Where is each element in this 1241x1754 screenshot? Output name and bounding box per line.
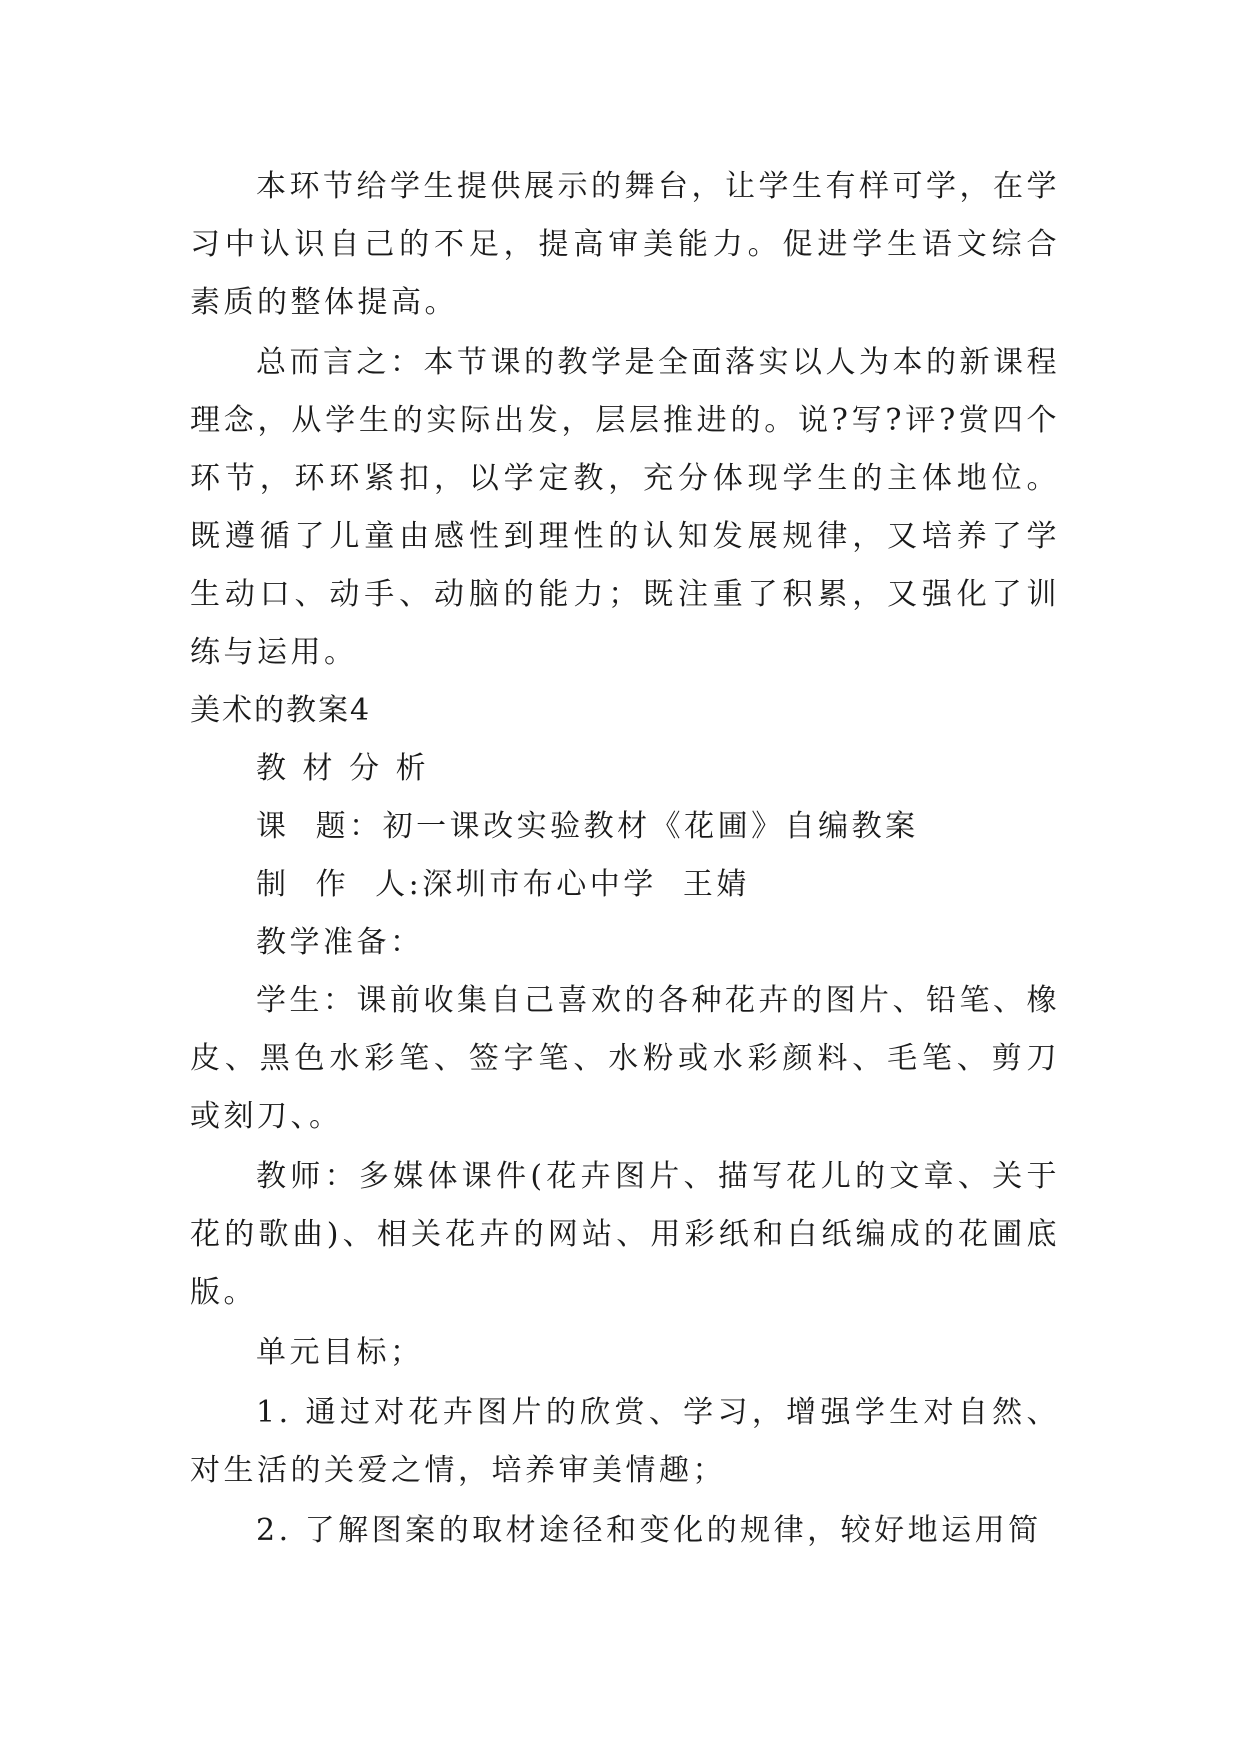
goal-item-1: 1. 通过对花卉图片的欣赏、学习，增强学生对自然、对生活的关爱之情，培养审美情趣；: [190, 1395, 1060, 1488]
analysis-title: 教 材 分 析: [256, 751, 430, 786]
goal-item-2: 2. 了解图案的取材途径和变化的规律，较好地运用简: [256, 1513, 1042, 1548]
author-line: 制 作 人:深圳市布心中学 王婧: [256, 867, 750, 902]
paragraph-conclusion: 总而言之：本节课的教学是全面落实以人为本的新课程理念，从学生的实际出发，层层推进的。说?写?评?赏四个环节，环环紧扣，以学定教，充分体现学生的主体地位。既遵循了儿童由感性到理性的认知发展规律，又培养了学生动口、动手、动脑的能力；既注重了积累，又强化了训练与运用。: [190, 345, 1060, 670]
students-materials: 学生：课前收集自己喜欢的各种花卉的图片、铅笔、橡皮、黑色水彩笔、签字笔、水粉或水彩颜料、毛笔、剪刀或刻刀、。: [190, 983, 1060, 1134]
section-heading: 美术的教案4: [190, 693, 372, 728]
teacher-materials: 教师：多媒体课件(花卉图片、描写花儿的文章、关于花的歌曲)、相关花卉的网站、用彩纸和白纸编成的花圃底版。: [190, 1159, 1060, 1310]
goals-label: 单元目标；: [256, 1335, 424, 1370]
topic-line: 课 题：初一课改实验教材《花圃》自编教案: [256, 809, 919, 844]
prep-label: 教学准备：: [256, 925, 424, 960]
document-body: [190, 158, 1060, 1560]
paragraph-summary-intro: 本环节给学生提供展示的舞台，让学生有样可学，在学习中认识自己的不足，提高审美能力。促进学生语文综合素质的整体提高。: [190, 169, 1060, 320]
